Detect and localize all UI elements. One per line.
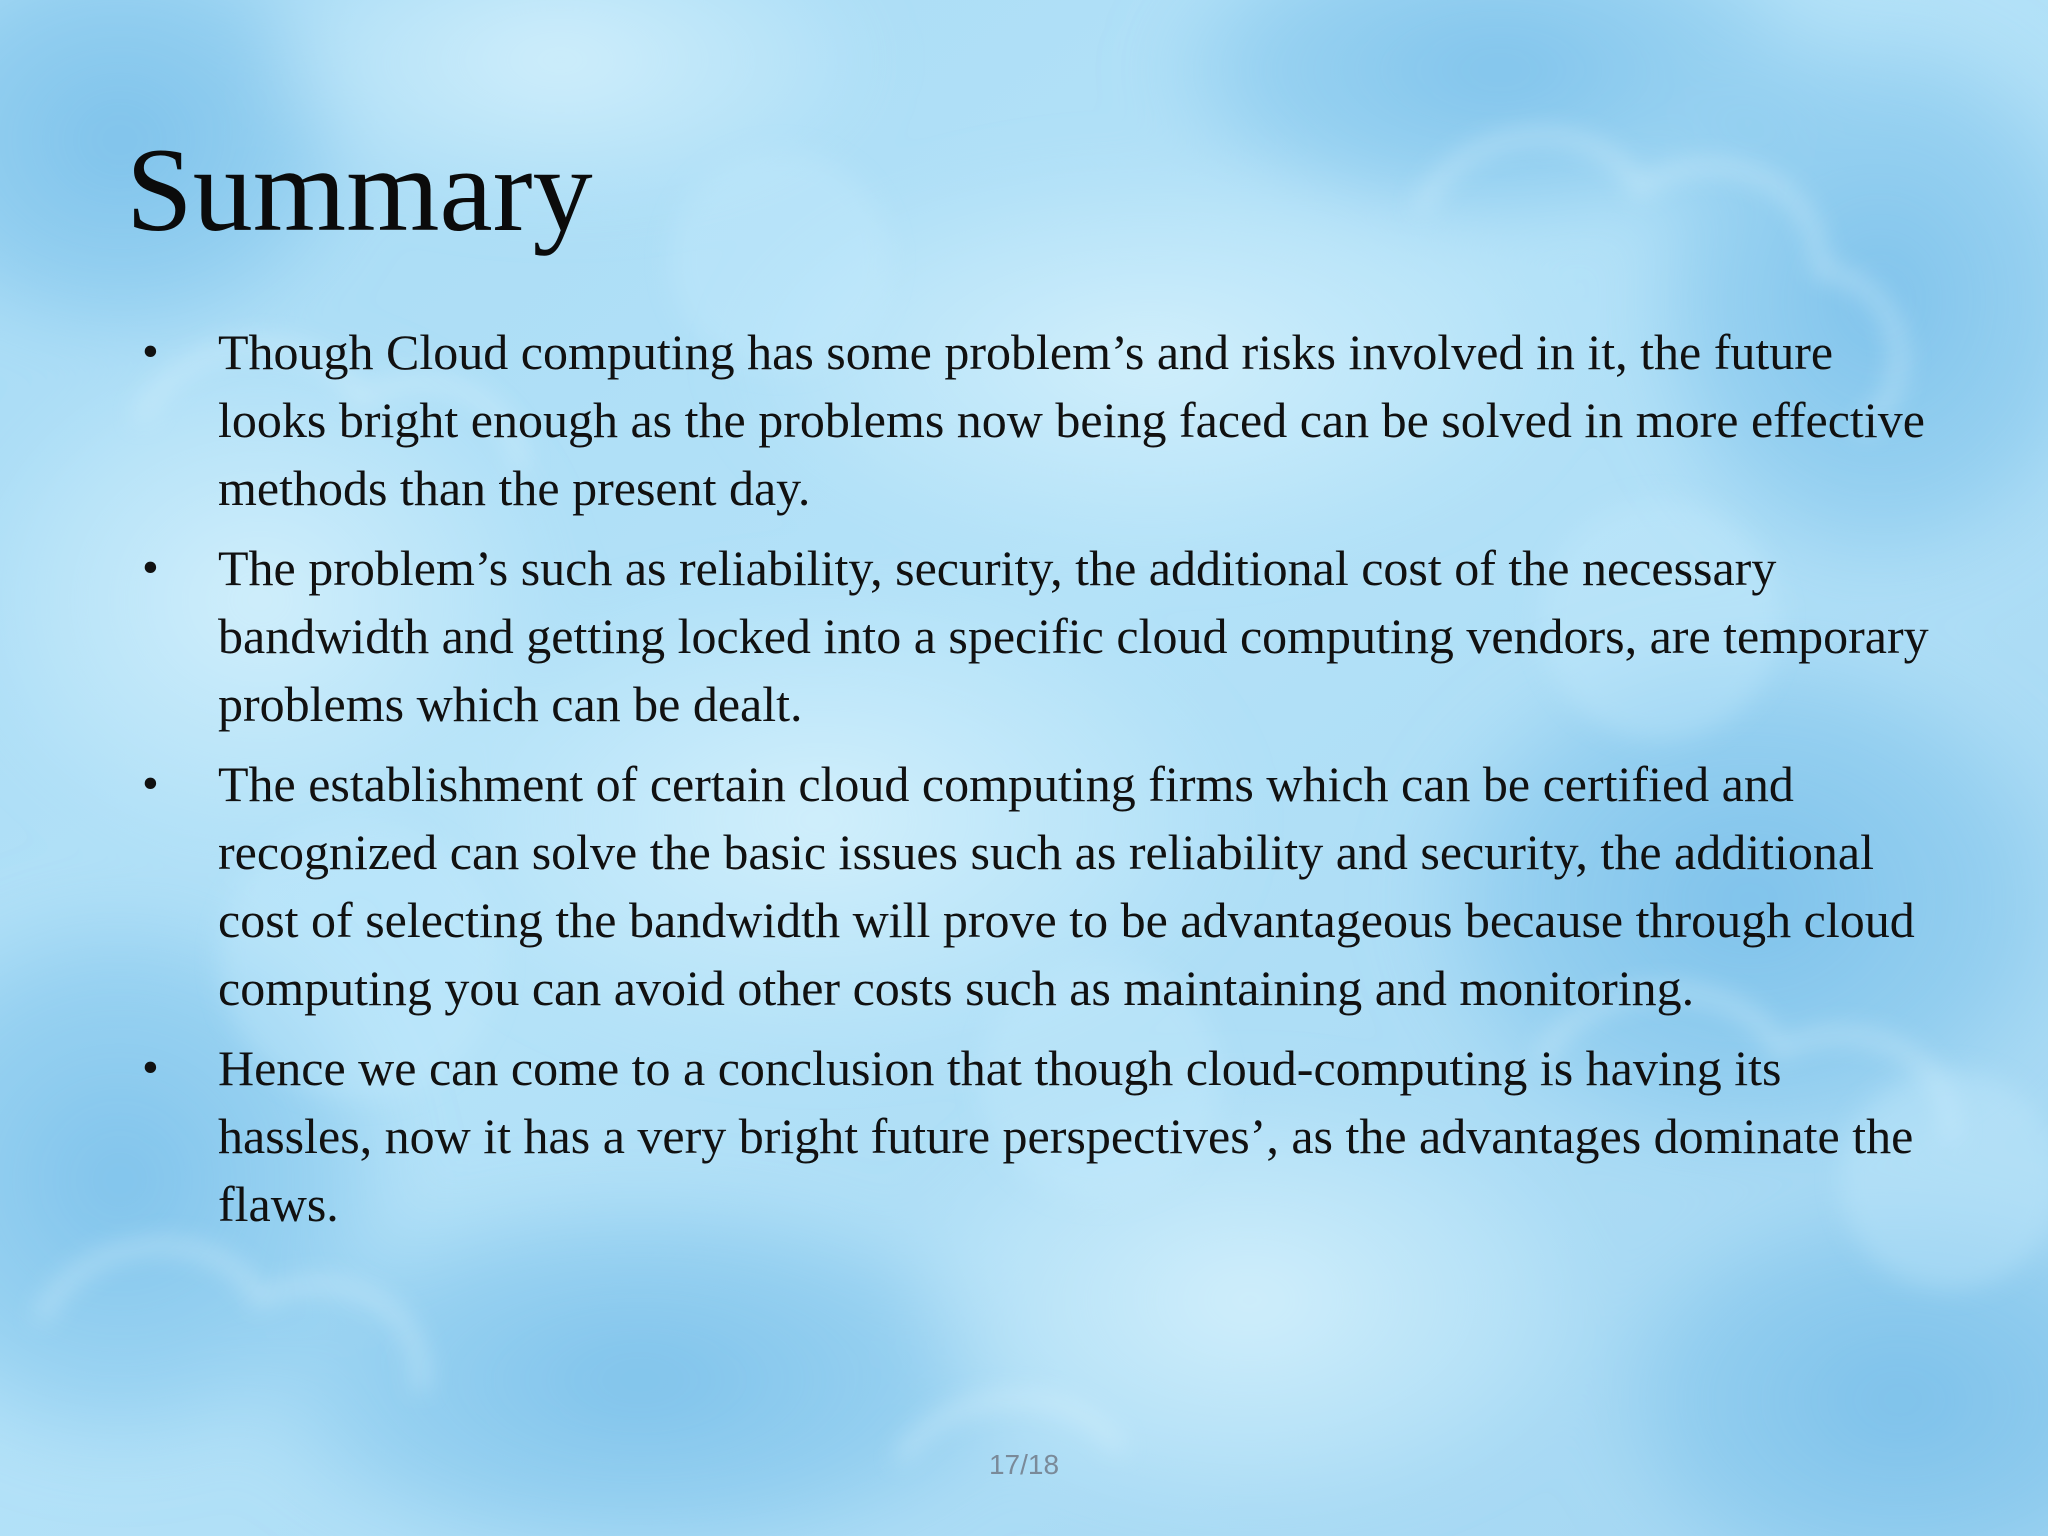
bullet-item bbox=[140, 1034, 1940, 1238]
bullet-icon: • bbox=[142, 757, 159, 810]
bullet-text: The problem’s such as reliability, security, the additional cost of the necessary bandwidth and getting locked into a specific cloud computing vendors, are temporary problems which can be dealt. bbox=[218, 540, 1929, 732]
bullet-text: Though Cloud computing has some problem’s and risks involved in it, the future looks bright enough as the problems now being faced can be solved in more effective methods than the present day. bbox=[218, 324, 1925, 516]
bullet-item bbox=[140, 534, 1940, 738]
page-number: 17/18 bbox=[988, 1449, 1060, 1480]
bullet-text: Hence we can come to a conclusion that though cloud-computing is having its hassles, now it has a very bright future perspectives’, as the advantages dominate the flaws. bbox=[218, 1040, 1914, 1232]
slide-title: Summary bbox=[126, 123, 593, 256]
bullet-list bbox=[140, 318, 1940, 1250]
bullet-icon: • bbox=[142, 1041, 159, 1094]
bullet-icon: • bbox=[142, 325, 159, 378]
bullet-item bbox=[140, 750, 1940, 1022]
bullet-item bbox=[140, 318, 1940, 522]
bullet-text: The establishment of certain cloud computing firms which can be certified and recognized can solve the basic issues such as reliability and security, the additional cost of selecting the bandwidth will prove to be advantageous because through cloud computing you can avoid other costs such as maintaining and monitoring. bbox=[218, 756, 1915, 1016]
bullet-icon: • bbox=[142, 541, 159, 594]
